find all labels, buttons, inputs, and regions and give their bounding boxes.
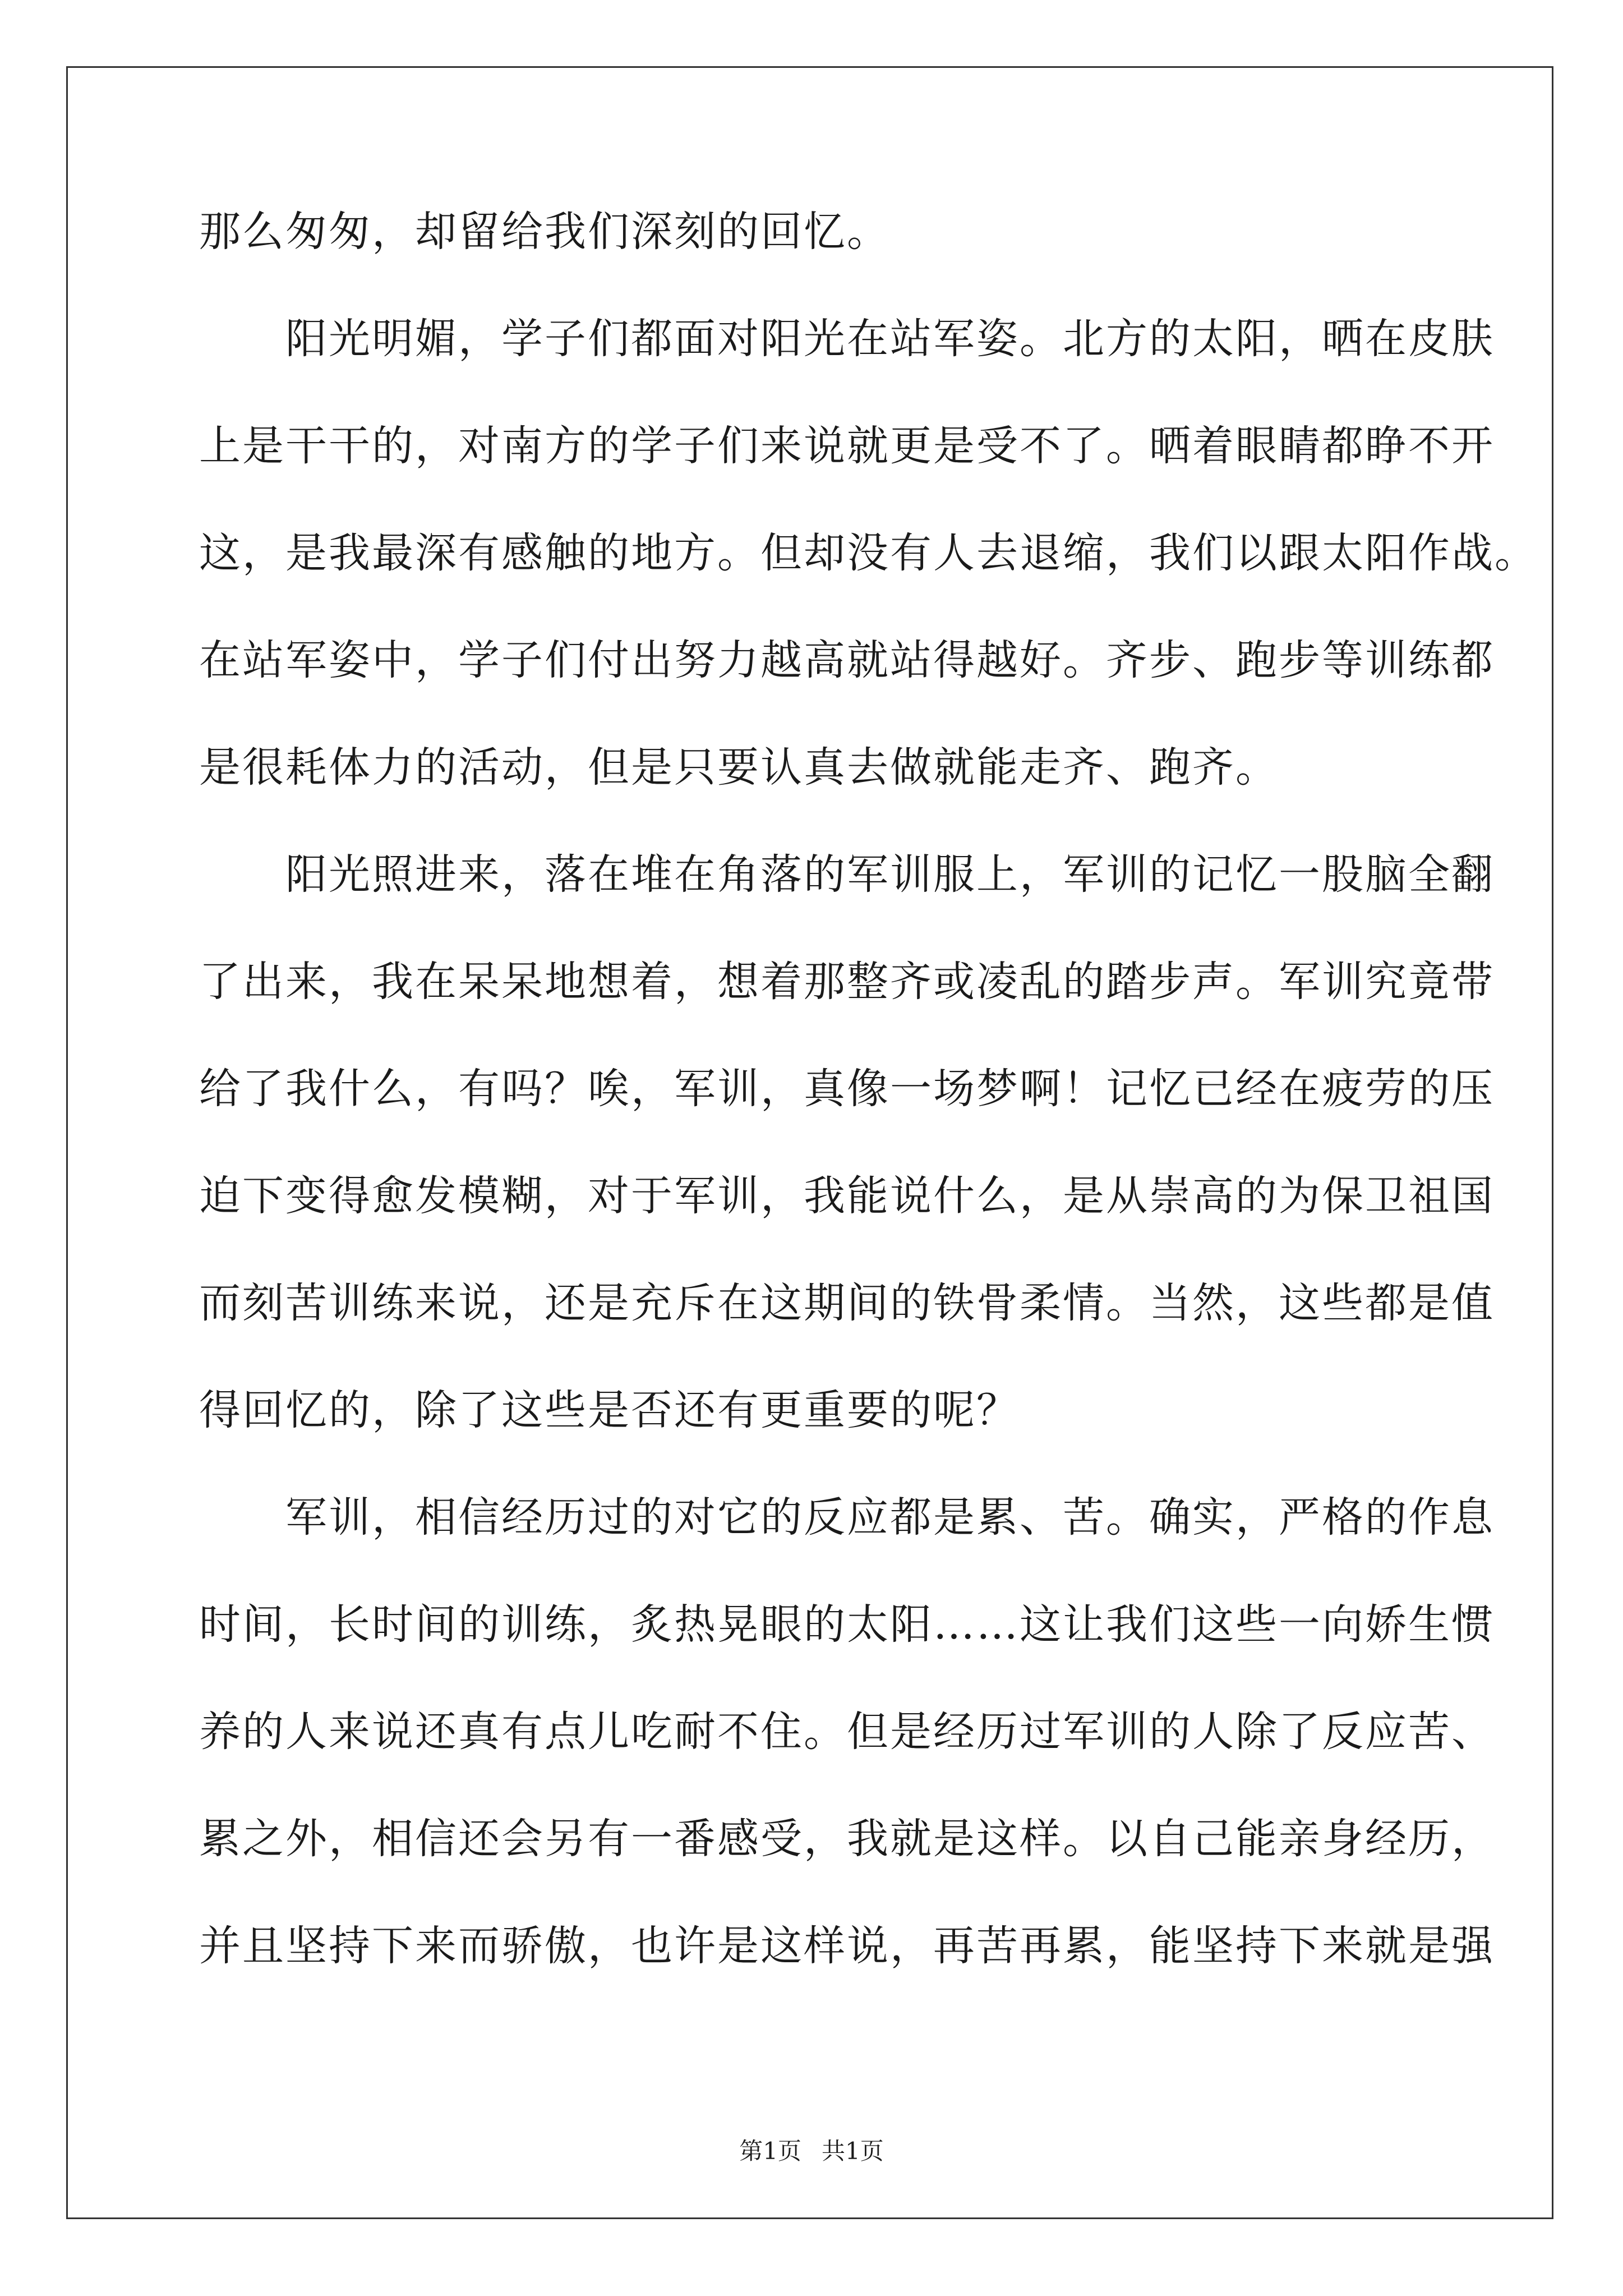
- text-line: 在站军姿中，学子们付出努力越高就站得越好。齐步、跑步等训练都: [199, 636, 1495, 684]
- text-line: 而刻苦训练来说，还是充斥在这期间的铁骨柔情。当然，这些都是值: [199, 1279, 1495, 1327]
- text-line: 养的人来说还真有点儿吃耐不住。但是经历过军训的人除了反应苦、: [199, 1708, 1495, 1756]
- text-line: 是很耗体力的活动，但是只要认真去做就能走齐、跑齐。: [199, 743, 1279, 792]
- body-text: [199, 208, 1538, 2029]
- text-line: 阳光照进来，落在堆在角落的军训服上，军训的记忆一股脑全翻: [199, 850, 1495, 899]
- text-line: 军训，相信经历过的对它的反应都是累、苦。确实，严格的作息: [199, 1493, 1495, 1542]
- text-line: 迫下变得愈发模糊，对于军训，我能说什么，是从崇高的为保卫祖国: [199, 1172, 1495, 1220]
- text-line: 时间，长时间的训练，炙热晃眼的太阳……这让我们这些一向娇生惯: [199, 1600, 1495, 1649]
- text-line: 给了我什么，有吗？唉，军训，真像一场梦啊！记忆已经在疲劳的压: [199, 1065, 1495, 1113]
- page-total: 共1页: [822, 2137, 884, 2165]
- text-line: 得回忆的，除了这些是否还有更重要的呢？: [199, 1386, 1020, 1434]
- text-line: 这，是我最深有感触的地方。但却没有人去退缩，我们以跟太阳作战。: [199, 529, 1538, 577]
- text-line: 阳光明媚，学子们都面对阳光在站军姿。北方的太阳，晒在皮肤: [199, 315, 1495, 363]
- text-line: 累之外，相信还会另有一番感受，我就是这样。以自己能亲身经历，: [199, 1815, 1495, 1863]
- text-line: 那么匆匆，却留给我们深刻的回忆。: [199, 208, 890, 256]
- page-footer: [0, 2137, 1623, 2165]
- text-line: 了出来，我在呆呆地想着，想着那整齐或凌乱的踏步声。军训究竟带: [199, 958, 1495, 1006]
- page-number: 第1页: [739, 2137, 801, 2165]
- text-line: 上是干干的，对南方的学子们来说就更是受不了。晒着眼睛都睁不开: [199, 422, 1495, 470]
- text-line: 并且坚持下来而骄傲，也许是这样说，再苦再累，能坚持下来就是强: [199, 1922, 1495, 1970]
